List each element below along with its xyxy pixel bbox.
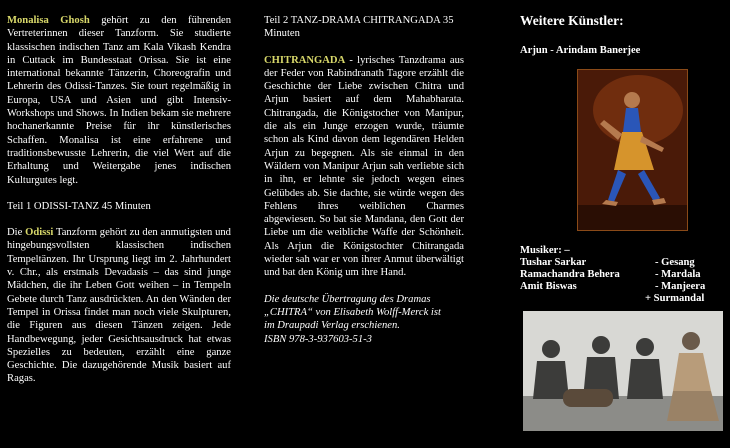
musician-row: Ramachandra Behera - Mardala xyxy=(520,269,701,280)
part1-heading: Teil 1 ODISSI-TANZ 45 Minuten xyxy=(7,200,151,212)
arjun-credit: Arjun - Arindam Banerjee xyxy=(520,45,641,56)
musicians-illustration xyxy=(523,311,723,431)
chitrangada-story: CHITRANGADA - lyrisches Tanzdrama aus der Feder von Rabindranath Tagore erzählt die Geschichte der Liebe zwischen Chitra und Arjun basiert auf dem Mahabharata. Chitrangada, die Königstocher von Manipur, die als ein Junge erzogen wurde, träumte schon als Kind davon dem legendären Helden Arjun zu begegnen. Als sie einmal in den Wäldern von Manipur Arjun sah verliebte sich in ihn, er lehnte sie jedoch wegen eines Gelübdes ab. Sie dachte, sie würde wegen des Fehlens ihres weiblichen Charmes abgewiesen. So bat sie Mandana, den Gott der Liebe um die weibliche Waffe der Schönheit. Als Arjun die Königstochter Chitrangada wieder sah war er von ihrer Anmut überwältigt und bat den König um ihre Hand. xyxy=(264,54,464,279)
musician-row: Tushar Sarkar - Gesang xyxy=(520,257,695,268)
translation-note: Die deutsche Übertragung des Dramas „CHITRA“ von Elisabeth Wolff-Merck ist im Draupadi Verlag erschienen. ISBN 978-3-937603-51-3 xyxy=(264,293,441,345)
section-title: Weitere Künstler: xyxy=(520,13,624,28)
artist-name: Monalisa Ghosh xyxy=(7,15,90,26)
musicians-list xyxy=(520,245,725,305)
chitrangada-word: CHITRANGADA xyxy=(264,54,346,66)
musician-row-extra: + Surmandal xyxy=(645,293,705,304)
musician-row: Amit Biswas - Manjeera xyxy=(520,281,706,292)
part2-heading: Teil 2 TANZ-DRAMA CHITRANGADA 35 Minuten xyxy=(264,15,454,40)
musicians-photo xyxy=(523,311,723,431)
monalisa-bio: Monalisa Ghosh gehört zu den führenden Vertreterinnen dieser Tanzform. Sie studierte klassischen indischen Tanz am Kala Vikash Kendra in Cuttack im Bundesstaat Orissa. Sie ist eine international bekannte Tänzerin, Choreografin und Lehrerin des Odissi-Tanzes. Sie tourt regelmäßig in Europa, USA und Asien und gibt Intensiv-Workshops und Shows. In Indien bekam sie mehrere hochanerkannte Preise für ihr künstlerisches Schaffen. Monalisa ist eine erfahrene und traditionsbewusste Lehrerin, die viel Wert auf die Erhaltung und Weitergabe jenes indischen Kulturgutes legt. xyxy=(7,15,232,186)
dancer-photo xyxy=(577,69,688,231)
musicians-label: Musiker: – xyxy=(520,245,570,256)
column-middle xyxy=(264,14,464,346)
odissi-description: Die Odissi Tanzform gehört zu den anmutigsten und hingebungsvollsten klassischen indischen Tempeltänzen. Ihr Ursprung liegt im 2. Jahrhundert v. Chr., als erstmals Devadasis – das sind junge Mädchen, die ihr Leben Gott weihen – in Tempeln Gebete durch Tanz ausdrückten. An den Wänden der Tempel in Orissa findet man noch viele Skulpturen, die Figuren aus diesen Tänzen zeigen. Jede Handbewegung, jeder Gesichtsausdruck hat etwas Spezielles zu bedeuten, erzählt eine ganze Geschichte. Die dazugehörende Musik basiert auf Ragas. xyxy=(7,227,231,385)
dancer-illustration xyxy=(578,70,687,230)
column-right xyxy=(520,0,725,448)
odissi-word: Odissi xyxy=(25,227,54,239)
isbn: ISBN 978-3-937603-51-3 xyxy=(264,333,372,345)
column-left xyxy=(7,14,231,386)
